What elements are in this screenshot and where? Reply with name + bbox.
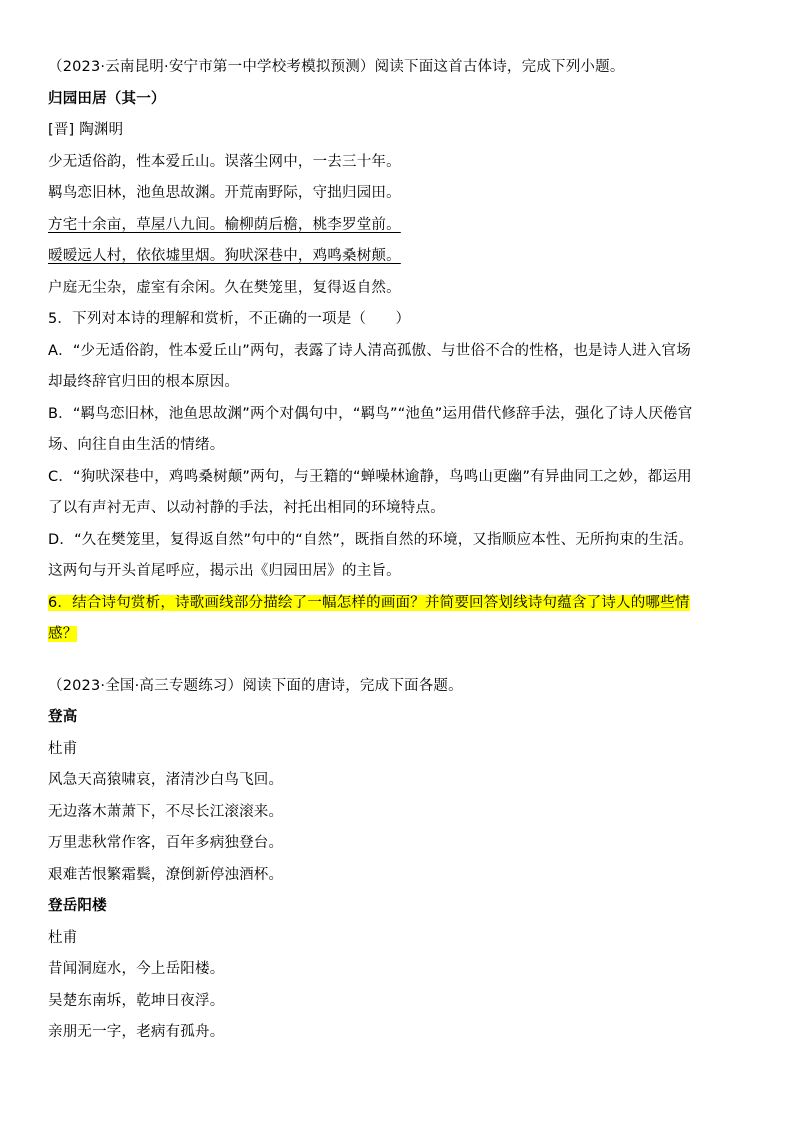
poem-line: 羁鸟恋旧林，池鱼思故渊。开荒南野际，守拙归园田。 (48, 185, 401, 201)
poem-line-underlined (48, 210, 748, 242)
highlighted-text: 感？ (48, 626, 78, 642)
option-d-line-1: D．“久在樊笼里，复得返自然”句中的“自然”，既指自然的环境，又指顺应本性、无所拘束的生活。 (48, 531, 693, 548)
poem-line: 亲朋无一字，老病有孤舟。 (48, 1024, 225, 1040)
poem-author-dufu: 杜甫 (48, 929, 78, 946)
poem-line: 昔闻洞庭水，今上岳阳楼。 (48, 961, 225, 977)
underlined-text: 暧暧远人村，依依墟里烟。狗吠深巷中，鸡鸣桑树颠。 (48, 248, 401, 264)
poem-line: 万里悲秋常作客，百年多病独登台。 (48, 835, 284, 851)
highlighted-text: 6．结合诗句赏析，诗歌画线部分描绘了一幅怎样的画面？并简要回答划线诗句蕴含了诗人的哪些情 (48, 594, 690, 611)
poem-line: 吴楚东南坼，乾坤日夜浮。 (48, 992, 225, 1009)
poem-title-denggao: 登高 (48, 709, 78, 725)
option-c-line-1: C．“狗吠深巷中，鸡鸣桑树颠”两句，与王籍的“蝉噪林逾静，鸟鸣山更幽”有异曲同工之妙，都运用 (48, 468, 692, 485)
poem-line: 无边落木萧萧下，不尽长江滚滚来。 (48, 803, 284, 820)
option-a-line-2: 却最终辞官归田的根本原因。 (48, 374, 240, 390)
poem-title-guiyuantianju: 归园田居（其一） (48, 90, 166, 107)
poem-author-taoyuanming: [晋] 陶渊明 (48, 122, 124, 138)
poem-line-underlined (48, 241, 748, 273)
question-5-stem: 5．下列对本诗的理解和赏析，不正确的一项是（ ） (48, 311, 411, 327)
section-gap (48, 651, 748, 671)
document-page (48, 52, 748, 1049)
source-line-2: （2023·全国·高三专题练习）阅读下面的唐诗，完成下面各题。 (48, 677, 463, 694)
poem-line: 户庭无尘杂，虚室有余闲。久在樊笼里，复得返自然。 (48, 279, 401, 296)
poem-line: 艰难苦恨繁霜鬓，潦倒新停浊酒杯。 (48, 866, 284, 883)
poem-title-dengyueyanglou: 登岳阳楼 (48, 898, 107, 914)
option-b-line-1: B．“羁鸟恋旧林，池鱼思故渊”两个对偶句中，“羁鸟”“池鱼”运用借代修辞手法，强化了诗人厌倦官 (48, 405, 693, 422)
source-line-1: （2023·云南昆明·安宁市第一中学校考模拟预测）阅读下面这首古体诗，完成下列小题。 (48, 59, 625, 75)
question-6-line-1 (48, 588, 748, 620)
poem-author-dufu: 杜甫 (48, 740, 78, 757)
underlined-text: 方宅十余亩，草屋八九间。榆柳荫后檐，桃李罗堂前。 (48, 216, 401, 233)
option-c-line-2: 了以有声衬无声、以动衬静的手法，衬托出相同的环境特点。 (48, 500, 445, 516)
option-d-line-2: 这两句与开头首尾呼应，揭示出《归园田居》的主旨。 (48, 563, 401, 579)
poem-line: 风急天高猿啸哀，渚清沙白鸟飞回。 (48, 772, 284, 788)
poem-line: 少无适俗韵，性本爱丘山。误落尘网中，一去三十年。 (48, 153, 401, 170)
option-a-line-1: A．“少无适俗韵，性本爱丘山”两句，表露了诗人清高孤傲、与世俗不合的性格，也是诗人进入官场 (48, 342, 691, 359)
question-6-line-2 (48, 619, 748, 651)
option-b-line-2: 场、向往自由生活的情绪。 (48, 437, 225, 453)
